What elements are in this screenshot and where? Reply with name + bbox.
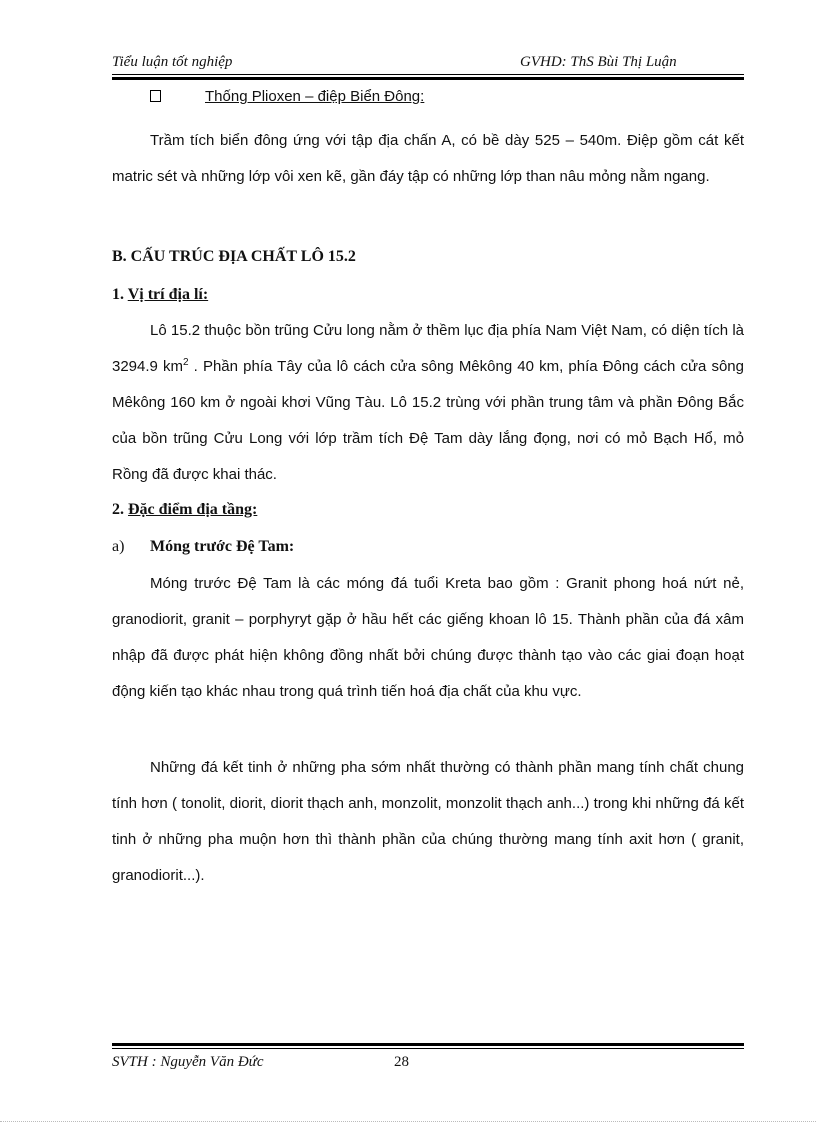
bullet-item-text: Thống Plioxen – điệp Biển Đông: (205, 88, 425, 105)
subheading-stratigraphy (112, 501, 257, 519)
subheading-basement (112, 538, 294, 556)
paragraph-basement-text: Móng trước Đệ Tam là các móng đá tuổi Kreta bao gồm : Granit phong hoá nứt nẻ, granodiorit, granit – porphyryt gặp ở hầu hết các giếng khoan lô 15. Thành phần của đá xâm nhập đã được phát hiện không đồng nhất bởi chúng được thành tạo vào các giai đoạn hoạt động kiến tạo khác nhau trong quá trình tiến hoá địa chất của khu vực. (112, 575, 744, 700)
subheading-location-title: Vị trí địa lí: (127, 286, 209, 303)
paragraph-location-text-b: . Phần phía Tây của lô cách cửa sông Mêkông 40 km, phía Đông cách cửa sông Mêkông 160 km ở ngoài khơi Vũng Tàu. Lô 15.2 trùng với phần trung tâm và phần Đông Bắc của bồn trũng Cửu Long với lớp trầm tích Đệ Tam dày lắng đọng, nơi có mỏ Bạch Hổ, mỏ Rồng đã được khai thác. (112, 358, 744, 483)
header-rule-thick (112, 77, 744, 80)
subheading-stratigraphy-title: Đặc điểm địa tầng: (128, 501, 258, 518)
paragraph-crystallization-text: Những đá kết tinh ở những pha sớm nhất thường có thành phần mang tính chất chung tính hơn ( tonolit, diorit, diorit thạch anh, monzolit, monzolit thạch anh...) trong khi những đá kết tinh ở những pha muộn hơn thì thành phần của chúng thường mang tính axit hơn ( granit, granodiorit...). (112, 759, 744, 884)
page-header (112, 54, 744, 76)
paragraph-location-text-a: Lô 15.2 thuộc bồn trũng Cửu long nằm ở thềm lục địa phía Nam Việt Nam, có diện tích là 3294.9 km (112, 322, 744, 375)
superscript-2: 2 (183, 357, 189, 368)
header-rule-thin (112, 74, 744, 75)
subheading-basement-marker: a) (112, 538, 125, 555)
footer-rule-thick (112, 1043, 744, 1046)
section-heading-b: B. CẤU TRÚC ĐỊA CHẤT LÔ 15.2 (112, 248, 356, 265)
subheading-location-number: 1. (112, 286, 124, 303)
header-advisor: GVHD: ThS Bùi Thị Luận (520, 54, 677, 70)
page-footer (112, 1054, 744, 1076)
page-edge-divider (0, 1121, 816, 1122)
paragraph-location (112, 313, 744, 493)
footer-student: SVTH : Nguyễn Văn Đức (112, 1054, 264, 1070)
paragraph-basement (112, 566, 744, 710)
square-bullet-icon (150, 90, 161, 102)
paragraph-bien-dong-text: Trầm tích biển đông ứng với tập địa chấn A, có bề dày 525 – 540m. Điệp gồm cát kết matric sét và những lớp vôi xen kẽ, gần đáy tập có những lớp than nâu mỏng nằm ngang. (112, 132, 744, 185)
subheading-location (112, 286, 208, 304)
subheading-basement-title: Móng trước Đệ Tam: (150, 538, 295, 555)
bullet-item (150, 88, 424, 105)
paragraph-crystallization (112, 750, 744, 894)
paragraph-bien-dong (112, 123, 744, 195)
page-number: 28 (394, 1054, 409, 1070)
header-title: Tiểu luận tốt nghiệp (112, 54, 233, 70)
footer-rule-thin (112, 1048, 744, 1049)
subheading-stratigraphy-number: 2. (112, 501, 124, 518)
